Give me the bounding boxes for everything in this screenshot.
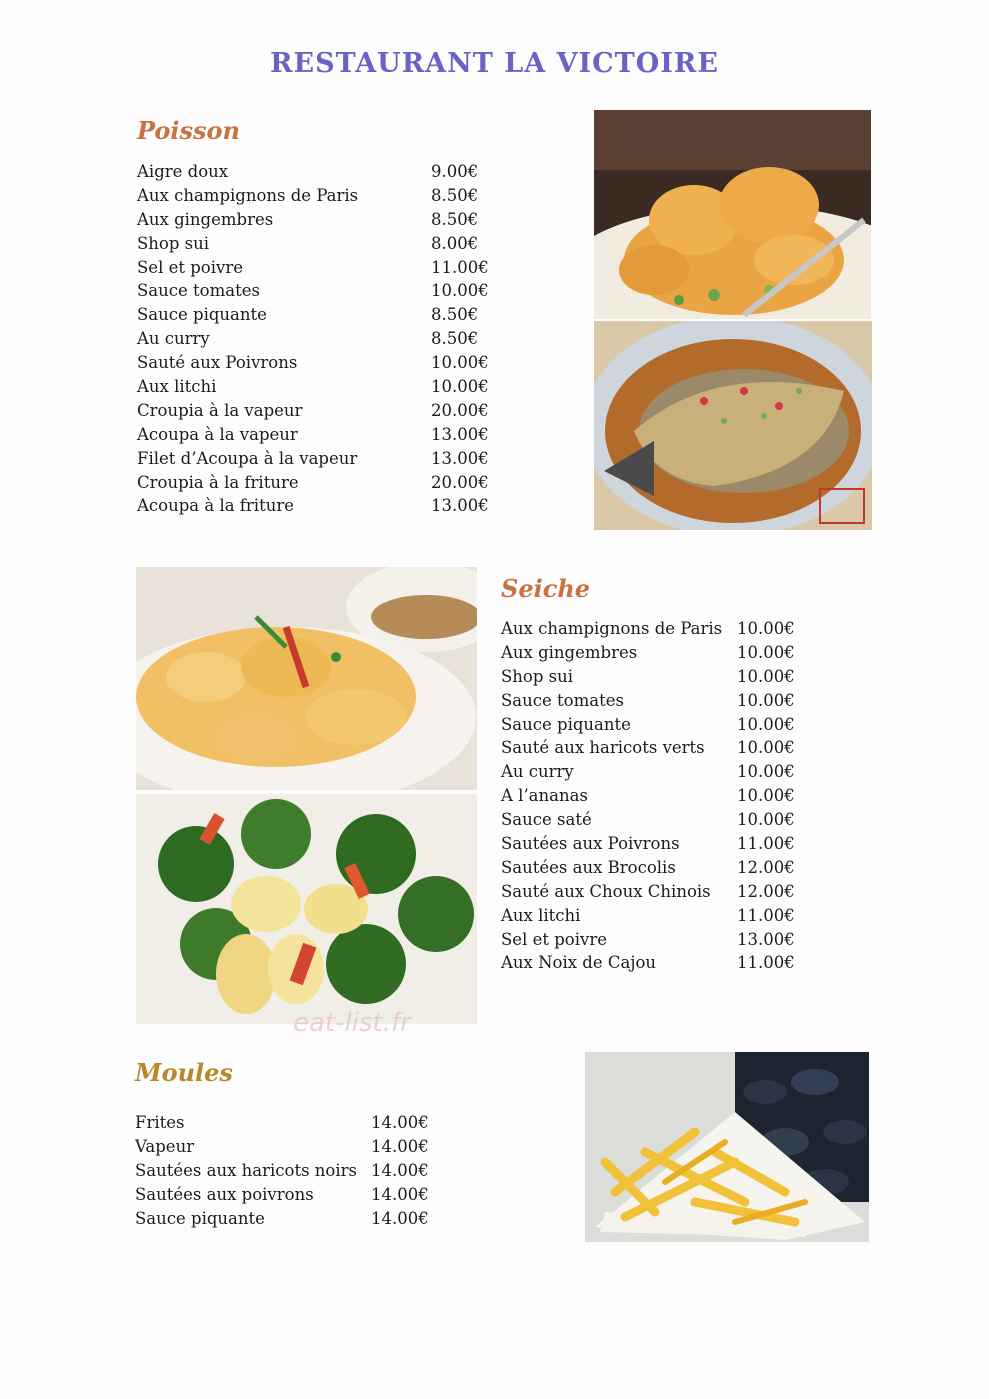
menu-item-price: 11.00€ — [431, 257, 489, 277]
menu-item-name: Sauté aux Poivrons — [137, 353, 298, 373]
menu-item-name: Sel et poivre — [137, 257, 243, 277]
menu-item — [137, 327, 497, 351]
menu-item-price: 14.00€ — [371, 1160, 429, 1180]
menu-item-price: 11.00€ — [737, 953, 795, 973]
menu-item-name: Sauce piquante — [135, 1208, 265, 1228]
menu-item — [135, 1111, 435, 1135]
menu-item-price: 10.00€ — [737, 642, 795, 662]
menu-item — [501, 641, 801, 665]
menu-item — [501, 736, 801, 760]
menu-item-name: Au curry — [137, 329, 210, 349]
menu-item — [137, 303, 497, 327]
menu-item-name: Sauce piquante — [501, 714, 631, 734]
menu-item-name: Acoupa à la friture — [137, 496, 294, 516]
menu-item-name: Sauté aux haricots verts — [501, 738, 705, 758]
steamed-fish-photo — [594, 321, 872, 530]
menu-item-name: Sautées aux Brocolis — [501, 857, 676, 877]
menu-item — [135, 1135, 435, 1159]
menu-item — [501, 665, 801, 689]
menu-item-price: 10.00€ — [737, 810, 795, 830]
menu-item-price: 13.00€ — [431, 448, 489, 468]
menu-item — [501, 808, 801, 832]
menu-item — [137, 399, 497, 423]
menu-item-price: 12.00€ — [737, 881, 795, 901]
menu-item-price: 14.00€ — [371, 1208, 429, 1228]
menu-item — [501, 928, 801, 952]
menu-item — [501, 832, 801, 856]
menu-item — [137, 471, 497, 495]
menu-item — [137, 256, 497, 280]
menu-item-price: 11.00€ — [737, 905, 795, 925]
menu-item-price: 10.00€ — [737, 666, 795, 686]
menu-item-price: 8.50€ — [431, 185, 479, 205]
menu-item-name: Shop sui — [501, 666, 574, 686]
menu-item-name: Croupia à la vapeur — [137, 400, 303, 420]
menu-list-moules — [135, 1111, 435, 1230]
fried-fish-photo — [594, 110, 871, 319]
menu-item — [137, 160, 497, 184]
menu-list-poisson — [137, 160, 497, 518]
menu-item-price: 20.00€ — [431, 472, 489, 492]
menu-item — [137, 208, 497, 232]
menu-item-price: 10.00€ — [737, 762, 795, 782]
menu-item-name: Sauce tomates — [137, 281, 260, 301]
fried-squid-photo — [136, 567, 477, 790]
menu-item-name: Sautées aux haricots noirs — [135, 1160, 357, 1180]
menu-item-name: Sel et poivre — [501, 929, 607, 949]
menu-item-price: 8.00€ — [431, 233, 479, 253]
menu-item-name: A l’ananas — [501, 786, 588, 806]
menu-item-name: Sauce piquante — [137, 305, 267, 325]
menu-item — [135, 1183, 435, 1207]
menu-item — [501, 856, 801, 880]
menu-item-name: Vapeur — [135, 1136, 195, 1156]
menu-item-name: Sautées aux poivrons — [135, 1184, 314, 1204]
menu-item-price: 10.00€ — [737, 738, 795, 758]
menu-item — [501, 880, 801, 904]
menu-item-price: 9.00€ — [431, 162, 479, 181]
menu-item-name: Sauce saté — [501, 810, 592, 830]
section-title-seiche: Seiche — [501, 574, 591, 603]
menu-item-price: 8.50€ — [431, 305, 479, 325]
menu-item-price: 11.00€ — [737, 834, 795, 854]
menu-item-price: 14.00€ — [371, 1136, 429, 1156]
menu-item-price: 14.00€ — [371, 1184, 429, 1204]
menu-item — [501, 617, 801, 641]
menu-item-name: Aux litchi — [137, 377, 217, 397]
menu-item — [137, 423, 497, 447]
menu-item — [137, 184, 497, 208]
page-title: RESTAURANT LA VICTOIRE — [270, 48, 719, 79]
section-title-poisson: Poisson — [137, 116, 241, 145]
menu-item-price: 20.00€ — [431, 400, 489, 420]
menu-item-price: 10.00€ — [431, 377, 489, 397]
menu-item-name: Aux champignons de Paris — [137, 185, 359, 205]
menu-item-name: Frites — [135, 1113, 185, 1132]
menu-item-price: 14.00€ — [371, 1113, 429, 1132]
menu-item-name: Sauté aux Choux Chinois — [501, 881, 711, 901]
menu-item — [501, 713, 801, 737]
menu-item-name: Aigre doux — [137, 162, 229, 181]
mussels-fries-photo — [585, 1052, 869, 1242]
menu-item-price: 10.00€ — [737, 690, 795, 710]
menu-item-name: Filet d’Acoupa à la vapeur — [137, 448, 358, 468]
menu-item-name: Sauce tomates — [501, 690, 624, 710]
menu-item-price: 10.00€ — [737, 619, 795, 638]
menu-item — [137, 351, 497, 375]
menu-item — [135, 1207, 435, 1231]
menu-item-price: 10.00€ — [431, 353, 489, 373]
section-title-moules: Moules — [135, 1058, 233, 1087]
menu-item — [137, 279, 497, 303]
menu-item-price: 10.00€ — [737, 786, 795, 806]
menu-item-price: 12.00€ — [737, 857, 795, 877]
menu-item-price: 8.50€ — [431, 329, 479, 349]
menu-item-name: Shop sui — [137, 233, 210, 253]
menu-item-name: Au curry — [501, 762, 574, 782]
menu-item-name: Aux litchi — [501, 905, 581, 925]
menu-item-name: Aux gingembres — [501, 642, 638, 662]
menu-item-price: 10.00€ — [431, 281, 489, 301]
menu-item-name: Acoupa à la vapeur — [137, 424, 298, 444]
menu-item — [501, 904, 801, 928]
menu-item — [501, 951, 801, 975]
menu-item — [501, 689, 801, 713]
menu-item — [135, 1159, 435, 1183]
menu-item-name: Sautées aux Poivrons — [501, 834, 680, 854]
menu-item — [137, 447, 497, 471]
menu-item-price: 13.00€ — [431, 424, 489, 444]
menu-item-name: Aux Noix de Cajou — [501, 953, 657, 973]
menu-item-name: Aux gingembres — [137, 209, 274, 229]
menu-item-price: 10.00€ — [737, 714, 795, 734]
menu-item-name: Aux champignons de Paris — [501, 619, 723, 638]
menu-item-name: Croupia à la friture — [137, 472, 299, 492]
menu-item-price: 13.00€ — [737, 929, 795, 949]
menu-item — [501, 784, 801, 808]
squid-broccoli-photo — [136, 794, 477, 1024]
menu-item — [137, 494, 497, 518]
menu-list-seiche — [501, 617, 801, 975]
watermark: eat-list.fr — [293, 1008, 411, 1038]
menu-item-price: 13.00€ — [431, 496, 489, 516]
menu-item — [137, 375, 497, 399]
menu-item-price: 8.50€ — [431, 209, 479, 229]
menu-item — [137, 232, 497, 256]
menu-item — [501, 760, 801, 784]
